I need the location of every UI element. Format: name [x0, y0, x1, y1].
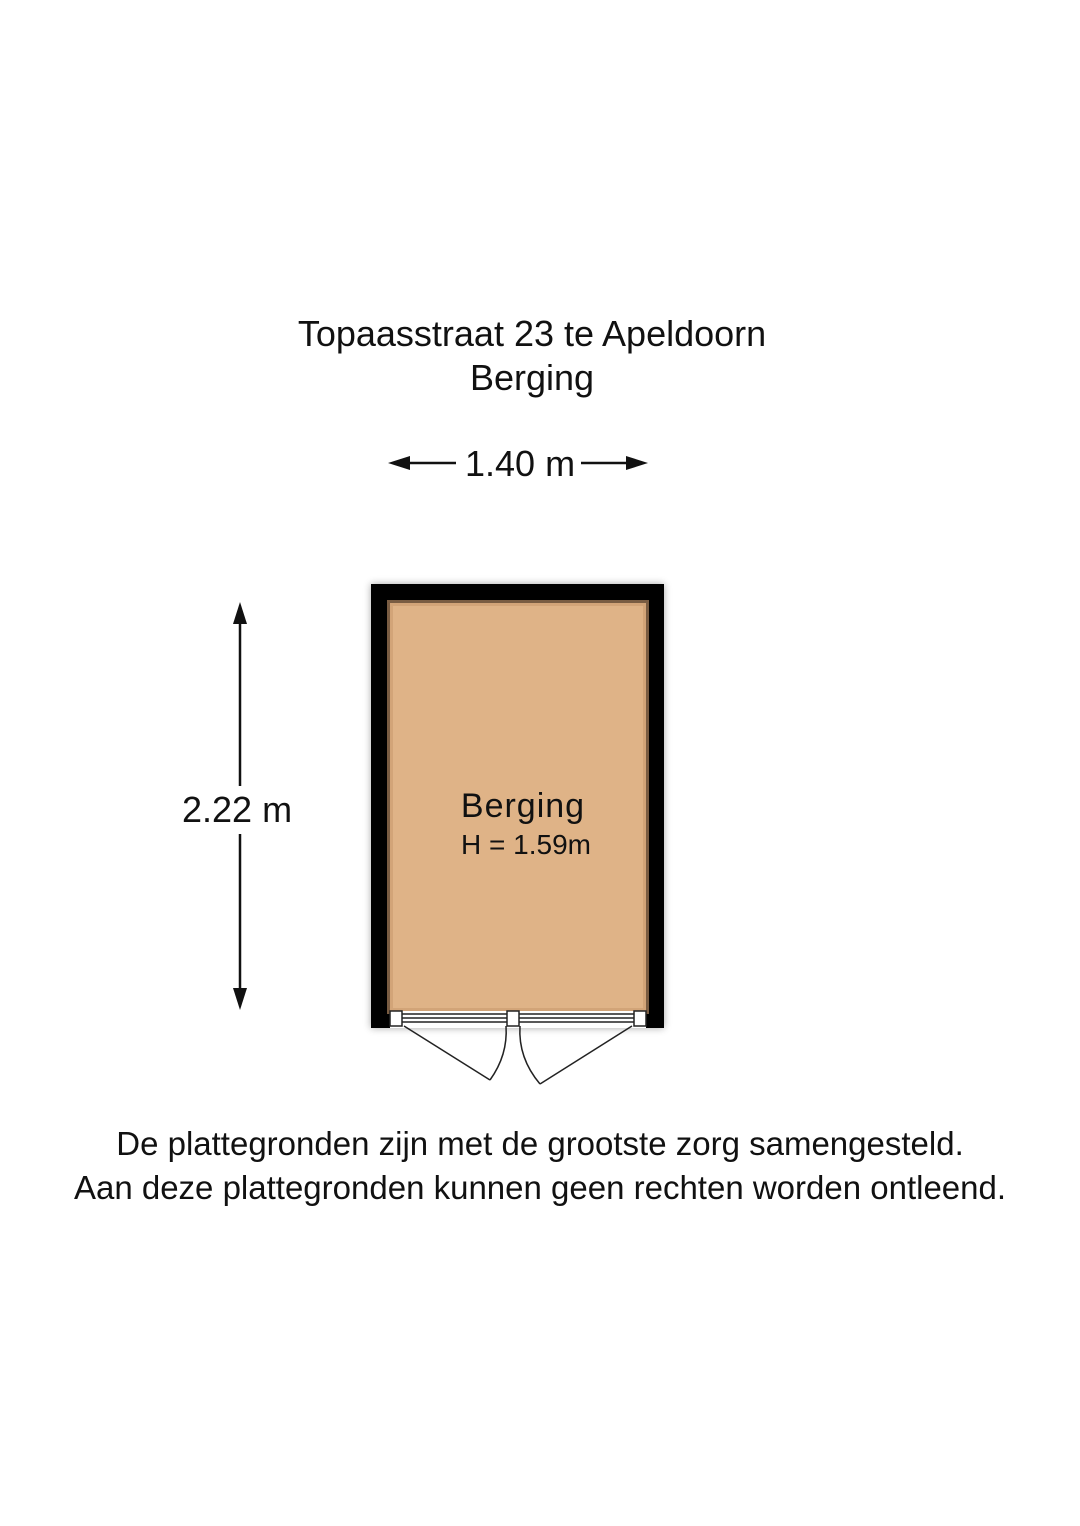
floor-title: Berging	[469, 357, 595, 398]
disclaimer-line-2: Aan deze plattegronden kunnen geen rechten worden ontleend.	[73, 1169, 1007, 1206]
room-ceiling-height-label: H = 1.59m	[461, 829, 591, 860]
address-title: Topaasstraat 23 te Apeldoorn	[297, 313, 767, 354]
width-dimension-label: 1.40 m	[459, 444, 581, 484]
double-door	[390, 1011, 646, 1084]
room-name-label: Berging	[460, 787, 586, 825]
disclaimer	[0, 1122, 1080, 1210]
disclaimer-line-1: De plattegronden zijn met de grootste zorg samengesteld.	[116, 1125, 964, 1162]
height-dimension-label: 2.22 m	[180, 786, 294, 834]
